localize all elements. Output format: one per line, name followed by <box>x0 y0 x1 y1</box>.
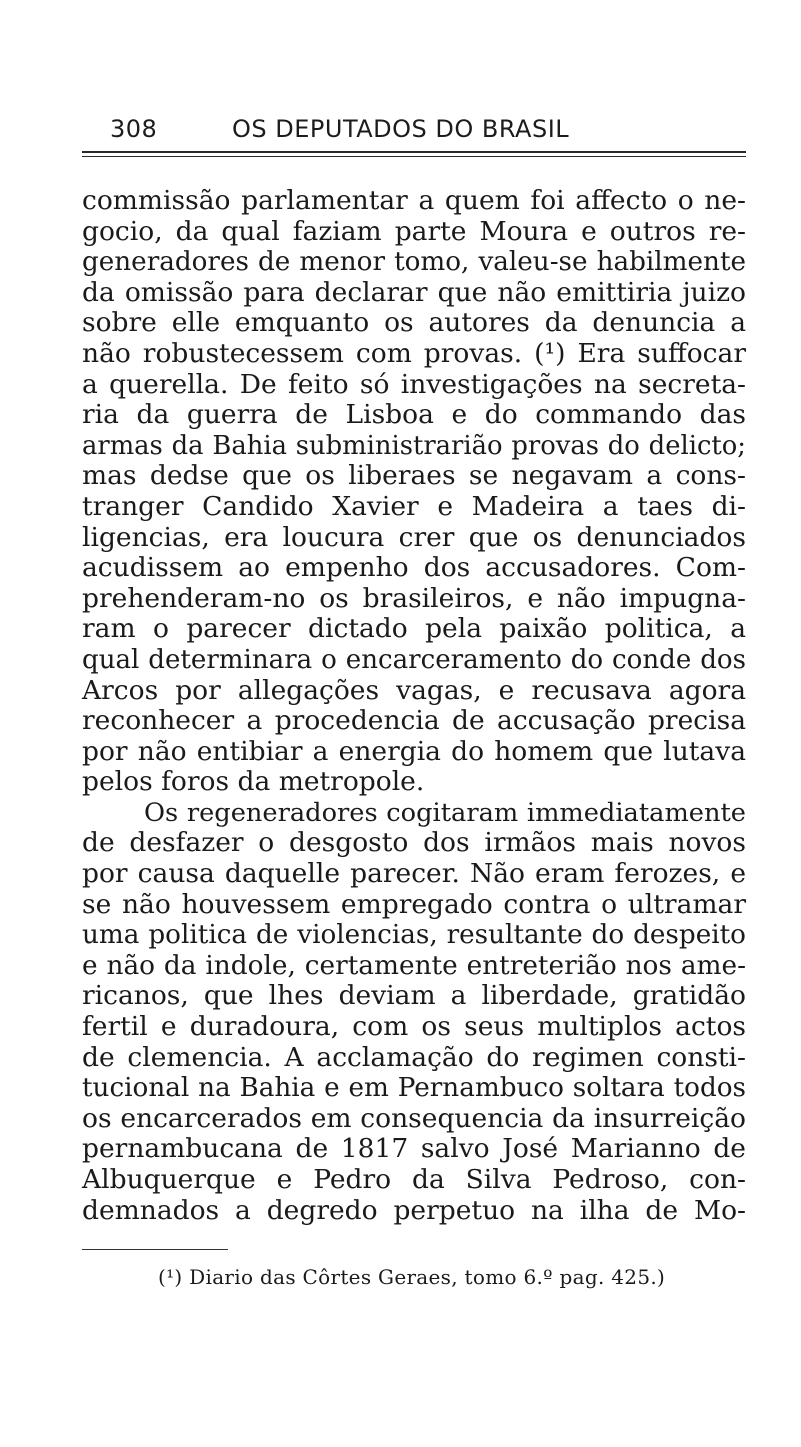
header-rule <box>82 151 746 153</box>
paragraph-1 <box>82 186 746 798</box>
text-line: a querella. De feito só investigações na secreta- <box>82 368 746 400</box>
text-line: se não houvessem empregado contra o ultramar <box>82 888 746 920</box>
text-line: generadores de menor tomo, valeu-se habilmente <box>82 247 746 278</box>
text-line: por não entibiar a energia do homem que lutava <box>82 735 746 767</box>
paragraph-2 <box>82 798 746 1226</box>
text-line: acudissem ao empenho dos accusadores. Com- <box>82 552 746 584</box>
running-title: OS DEPUTADOS DO BRASIL <box>232 115 570 143</box>
footnote-rule <box>82 1249 228 1250</box>
text-line: pelos foros da metropole. <box>82 766 425 798</box>
text-line: mas dedse que os liberaes se negavam a cons- <box>82 460 746 492</box>
text-line: e não da indole, certamente entreterião nos ame- <box>82 950 746 981</box>
text-line: da omissão para declarar que não emittiria juizo <box>82 276 746 308</box>
text-line: uma politica de violencias, resultante do despeito <box>82 920 746 951</box>
text-line: commissão parlamentar a quem foi affecto o ne- <box>82 185 746 216</box>
text-line: reconhecer a procedencia de accusação precisa <box>82 705 746 737</box>
footnote: (¹) Diario das Côrtes Geraes, tomo 6.º pag. 425.) <box>158 1265 666 1289</box>
body-text <box>82 186 746 1226</box>
text-line: ligencias, era loucura crer que os denunciados <box>82 521 746 553</box>
text-line: demnados a degredo perpetuo na ilha de Mo- <box>82 1194 746 1226</box>
text-line: gocio, da qual faziam parte Moura e outros re- <box>82 215 746 247</box>
text-line: sobre elle emquanto os autores da denuncia a <box>82 307 746 339</box>
text-line: fertil e duradoura, com os seus multiplos actos <box>82 1011 746 1043</box>
text-line: Arcos por allegações vagas, e recusava agora <box>82 674 746 706</box>
text-line: Albuquerque e Pedro da Silva Pedroso, con- <box>82 1164 746 1195</box>
page-number: 308 <box>110 115 158 143</box>
text-line: tucional na Bahia e em Pernambuco soltara todos <box>82 1073 746 1104</box>
text-line: os encarcerados em consequencia da insurreição <box>82 1102 746 1134</box>
text-line: não robustecessem com provas. (¹) Era suffocar <box>82 337 746 369</box>
text-line: Os regeneradores cogitaram immediatamente <box>144 797 746 828</box>
text-line: qual determinara o encarceramento do conde dos <box>82 644 746 675</box>
text-line: de desfazer o desgosto dos irmãos mais novos <box>82 827 746 859</box>
text-line: ricanos, que lhes deviam a liberdade, gratidão <box>82 980 746 1012</box>
text-line: de clemencia. A acclamação do regimen consti- <box>82 1041 746 1073</box>
text-line: armas da Bahia subministrarião provas do delicto; <box>82 430 746 461</box>
text-line: ria da guerra de Lisboa e do commando das <box>82 399 746 431</box>
page-header <box>110 115 750 149</box>
text-line: prehenderam-no os brasileiros, e não impugna- <box>82 582 746 614</box>
text-line: por causa daquelle parecer. Não eram ferozes, e <box>82 858 746 890</box>
text-line: tranger Candido Xavier e Madeira a taes di- <box>82 490 746 522</box>
header-rule-thin <box>82 156 746 157</box>
text-line: pernambucana de 1817 salvo José Marianno de <box>82 1133 746 1165</box>
text-line: ram o parecer dictado pela paixão politica, a <box>82 613 746 645</box>
